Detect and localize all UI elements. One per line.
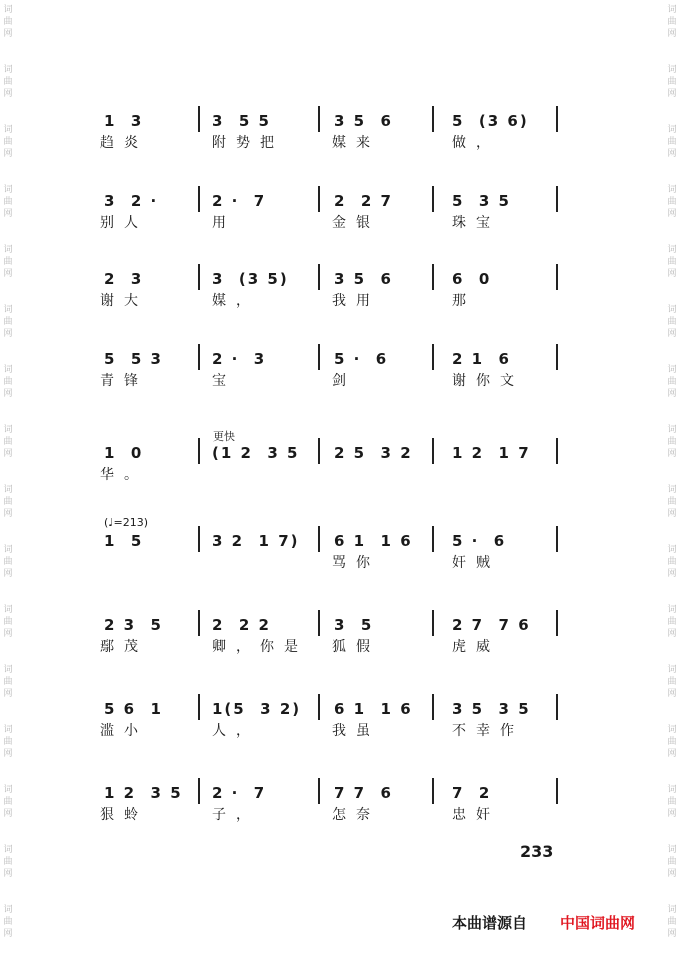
lyric-text: 珠宝	[452, 215, 500, 231]
barline	[198, 526, 200, 552]
watermark-text: 词曲网	[3, 245, 13, 279]
lyrics-row	[0, 636, 680, 656]
lyric-text: 人，	[212, 723, 260, 739]
lyric-text: 做，	[452, 135, 500, 151]
notes-row	[0, 606, 680, 636]
lyrics-row	[0, 552, 680, 572]
barline	[318, 526, 320, 552]
barline	[318, 264, 320, 290]
measure-notes: 6 0	[452, 270, 492, 288]
lyric-text: 媒来	[332, 135, 380, 151]
measure-notes: 2 1 6	[452, 350, 511, 368]
lyric-text: 狐假	[332, 639, 380, 655]
lyric-text: 不幸作	[452, 723, 524, 739]
lyric-text: 趋炎	[100, 135, 148, 151]
lyric-text: 谢你文	[452, 373, 524, 389]
measure-notes: 3 5 6	[334, 112, 393, 130]
barline	[318, 610, 320, 636]
measure-notes: 3 2 1 7)	[212, 532, 300, 550]
barline	[556, 106, 558, 132]
barline	[198, 778, 200, 804]
watermark-text: 词曲网	[667, 665, 677, 699]
measure-notes: 5 3 5	[452, 192, 511, 210]
barline	[432, 438, 434, 464]
lyrics-row	[0, 212, 680, 232]
watermark-text: 词曲网	[3, 905, 13, 939]
score-system	[0, 102, 680, 154]
notes-row	[0, 260, 680, 290]
lyrics-row	[0, 720, 680, 740]
measure-notes: 2 · 3	[212, 350, 267, 368]
lyric-text: 金银	[332, 215, 380, 231]
lyric-text: 那	[452, 293, 476, 309]
lyric-text: 怎奈	[332, 807, 380, 823]
measure-notes: 3 5	[334, 616, 374, 634]
page-number: 233	[520, 842, 554, 861]
footer-brand[interactable]: 中国词曲网	[560, 914, 636, 932]
measure-notes: 1 5	[104, 532, 144, 550]
watermark-text: 词曲网	[667, 485, 677, 519]
barline	[198, 438, 200, 464]
watermark-text: 词曲网	[667, 725, 677, 759]
watermark-text: 词曲网	[667, 425, 677, 459]
measure-notes: 1 0	[104, 444, 144, 462]
watermark-text: 词曲网	[667, 905, 677, 939]
barline	[432, 694, 434, 720]
barline	[318, 106, 320, 132]
measure-notes: 1 2 3 5	[104, 784, 183, 802]
measure-notes: 3 2 ·	[104, 192, 159, 210]
notes-row	[0, 522, 680, 552]
footer-source: 本曲谱源自	[452, 914, 528, 932]
watermark-text: 词曲网	[3, 485, 13, 519]
watermark-text: 词曲网	[3, 785, 13, 819]
lyric-text: 青锋	[100, 373, 148, 389]
watermark-text: 词曲网	[3, 185, 13, 219]
measure-notes: 3 5 5	[212, 112, 271, 130]
measure-notes: 3 5 3 5	[452, 700, 531, 718]
lyric-text: 滥小	[100, 723, 148, 739]
tempo-mark: (♩=213)	[104, 516, 148, 529]
barline	[432, 344, 434, 370]
barline	[318, 438, 320, 464]
measure-notes: 1(5 3 2)	[212, 700, 302, 718]
measure-notes: 5 · 6	[334, 350, 389, 368]
barline	[432, 526, 434, 552]
barline	[318, 344, 320, 370]
score-system	[0, 690, 680, 742]
barline	[556, 344, 558, 370]
barline	[318, 778, 320, 804]
watermark-text: 词曲网	[3, 125, 13, 159]
lyric-text: 宝	[212, 373, 236, 389]
barline	[556, 264, 558, 290]
measure-notes: 5 6 1	[104, 700, 163, 718]
barline	[198, 106, 200, 132]
lyrics-row	[0, 464, 680, 484]
barline	[556, 610, 558, 636]
barline	[432, 186, 434, 212]
measure-notes: 5 5 3	[104, 350, 163, 368]
lyric-text: 别人	[100, 215, 148, 231]
notes-row	[0, 434, 680, 464]
watermark-text: 词曲网	[667, 185, 677, 219]
notes-row	[0, 102, 680, 132]
lyric-text: 谢大	[100, 293, 148, 309]
notes-row	[0, 182, 680, 212]
watermark-text: 词曲网	[667, 545, 677, 579]
watermark-text: 词曲网	[3, 545, 13, 579]
tempo-direction: 更快	[213, 430, 235, 443]
barline	[198, 186, 200, 212]
measure-notes: 2 2 2	[212, 616, 271, 634]
lyrics-row	[0, 132, 680, 152]
score-system	[0, 260, 680, 312]
watermark-text: 词曲网	[667, 305, 677, 339]
measure-notes: 6 1 1 6	[334, 532, 413, 550]
lyric-text: 鄢茂	[100, 639, 148, 655]
measure-notes: 3 (3 5)	[212, 270, 289, 288]
lyric-text: 虎威	[452, 639, 500, 655]
lyrics-row	[0, 370, 680, 390]
notes-row	[0, 690, 680, 720]
barline	[556, 526, 558, 552]
notes-row	[0, 774, 680, 804]
watermark-text: 词曲网	[667, 845, 677, 879]
barline	[198, 344, 200, 370]
watermark-text: 词曲网	[667, 245, 677, 279]
barline	[432, 610, 434, 636]
watermark-text: 词曲网	[3, 725, 13, 759]
measure-notes: 2 2 7	[334, 192, 393, 210]
watermark-text: 词曲网	[3, 605, 13, 639]
lyric-text: 我虽	[332, 723, 380, 739]
barline	[318, 694, 320, 720]
measure-notes: (1 2 3 5	[212, 444, 300, 462]
measure-notes: 1 3	[104, 112, 144, 130]
watermark-text: 词曲网	[667, 365, 677, 399]
watermark-text: 词曲网	[667, 605, 677, 639]
measure-notes: 6 1 1 6	[334, 700, 413, 718]
barline	[198, 610, 200, 636]
lyric-text: 华。	[100, 467, 148, 483]
score-system	[0, 434, 680, 486]
watermark-text: 词曲网	[667, 5, 677, 39]
barline	[432, 106, 434, 132]
watermark-text: 词曲网	[3, 65, 13, 99]
measure-notes: 3 5 6	[334, 270, 393, 288]
watermark-text: 词曲网	[3, 305, 13, 339]
watermark-text: 词曲网	[667, 125, 677, 159]
barline	[432, 264, 434, 290]
lyric-text: 我用	[332, 293, 380, 309]
score-system	[0, 522, 680, 574]
barline	[318, 186, 320, 212]
measure-notes: 2 · 7	[212, 784, 267, 802]
watermark-text: 词曲网	[3, 425, 13, 459]
barline	[556, 438, 558, 464]
notes-row	[0, 340, 680, 370]
measure-notes: 7 7 6	[334, 784, 393, 802]
measure-notes: 2 · 7	[212, 192, 267, 210]
measure-notes: 2 3	[104, 270, 144, 288]
measure-notes: 2 3 5	[104, 616, 163, 634]
watermark-text: 词曲网	[667, 785, 677, 819]
measure-notes: 2 5 3 2	[334, 444, 413, 462]
barline	[198, 264, 200, 290]
measure-notes: 1 2 1 7	[452, 444, 531, 462]
lyric-text: 奸贼	[452, 555, 500, 571]
measure-notes: 7 2	[452, 784, 492, 802]
lyric-text: 用	[212, 215, 236, 231]
barline	[432, 778, 434, 804]
lyric-text: 附势把	[212, 135, 284, 151]
lyric-text: 狠蛉	[100, 807, 148, 823]
barline	[556, 186, 558, 212]
score-system	[0, 774, 680, 826]
watermark-text: 词曲网	[3, 665, 13, 699]
lyrics-row	[0, 290, 680, 310]
measure-notes: 2 7 7 6	[452, 616, 531, 634]
barline	[556, 694, 558, 720]
score-system	[0, 182, 680, 234]
watermark-text: 词曲网	[667, 65, 677, 99]
watermark-text: 词曲网	[3, 5, 13, 39]
watermark-text: 词曲网	[3, 365, 13, 399]
lyric-text: 骂你	[332, 555, 380, 571]
score-system	[0, 340, 680, 392]
watermark-text: 词曲网	[3, 845, 13, 879]
lyric-text: 剑	[332, 373, 356, 389]
barline	[556, 778, 558, 804]
barline	[198, 694, 200, 720]
lyrics-row	[0, 804, 680, 824]
score-system	[0, 606, 680, 658]
lyric-text: 媒，	[212, 293, 260, 309]
lyric-text: 卿，你是	[212, 639, 308, 655]
lyric-text: 子，	[212, 807, 260, 823]
measure-notes: 5 (3 6)	[452, 112, 529, 130]
measure-notes: 5 · 6	[452, 532, 507, 550]
lyric-text: 忠奸	[452, 807, 500, 823]
